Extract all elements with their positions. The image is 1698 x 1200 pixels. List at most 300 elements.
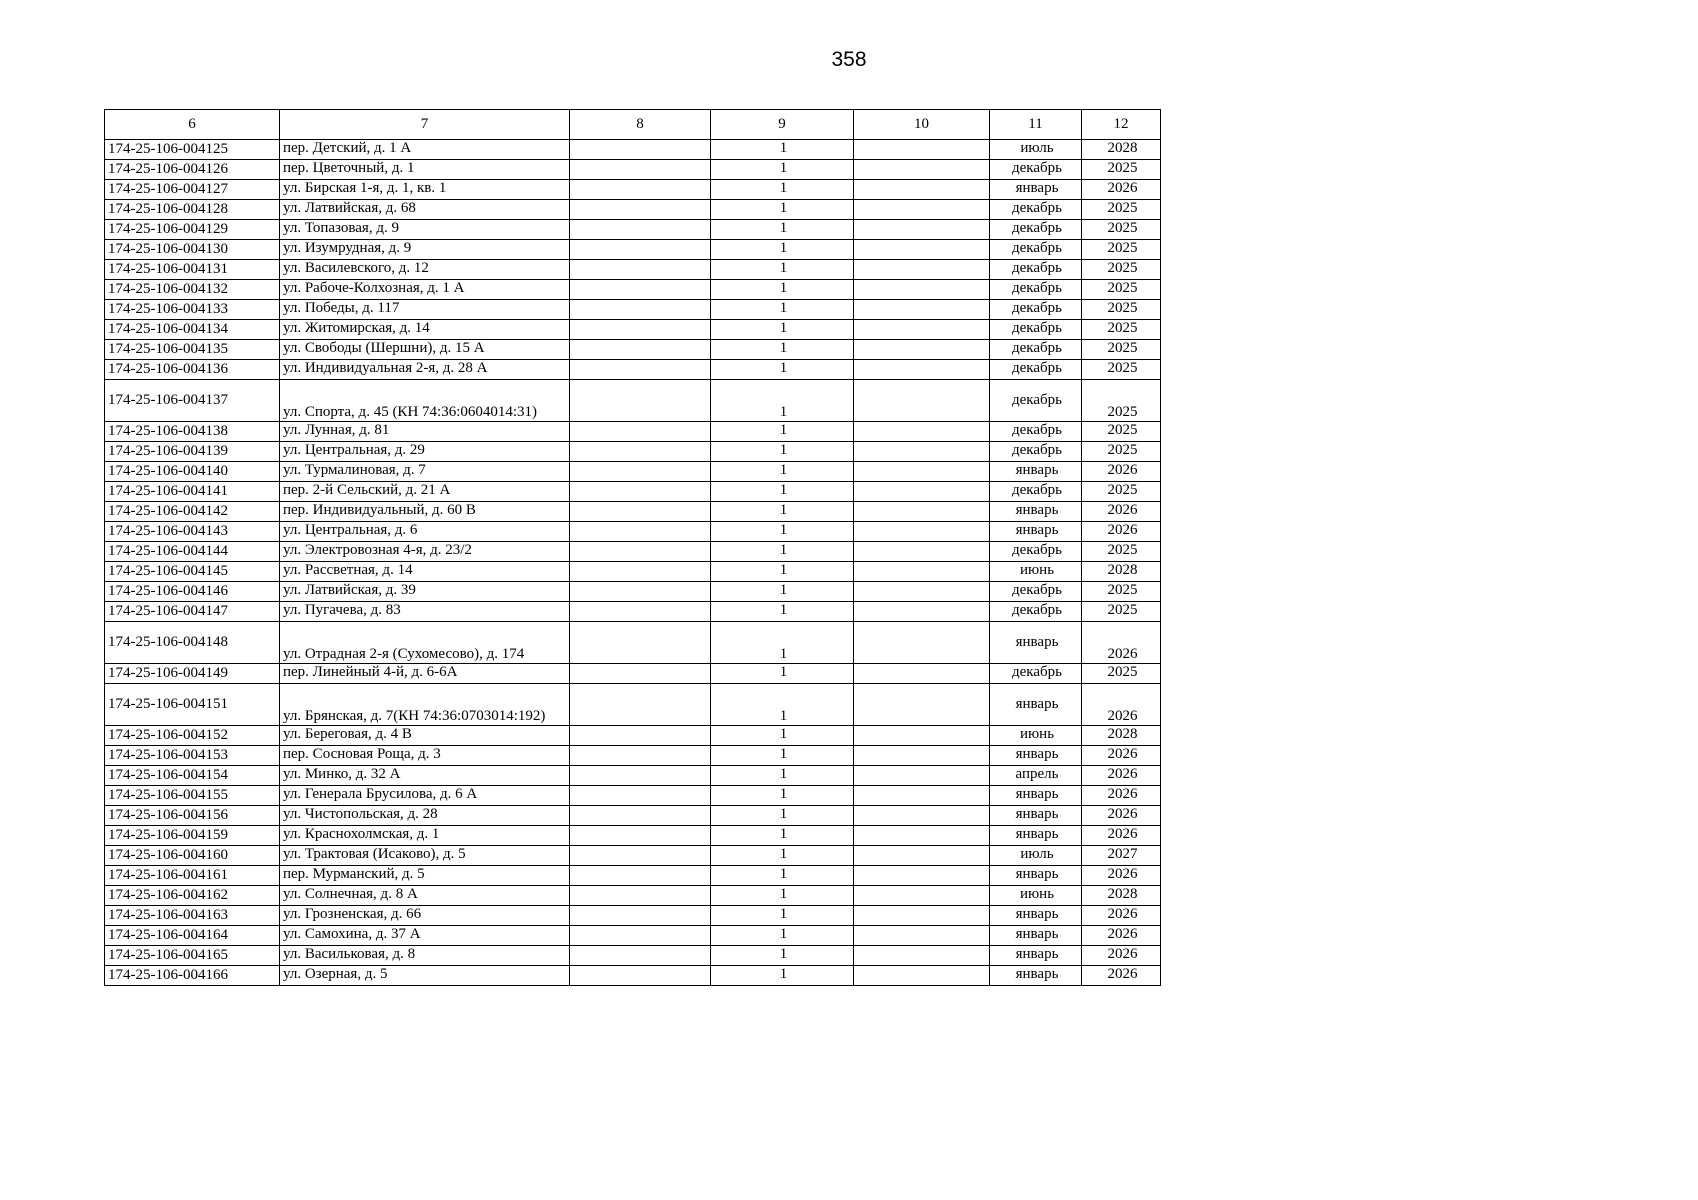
table-row [105, 806, 1161, 826]
cell-year: 2026 [1082, 946, 1161, 966]
cell-quantity: 1 [711, 726, 854, 746]
cell-col-8 [570, 766, 711, 786]
cell-col-8 [570, 562, 711, 582]
cell-col-10 [854, 806, 990, 826]
cell-quantity: 1 [711, 582, 854, 602]
table-row [105, 260, 1161, 280]
cell-address: ул. Чистопольская, д. 28 [280, 806, 570, 826]
cell-year: 2026 [1082, 906, 1161, 926]
table-row [105, 846, 1161, 866]
cell-col-10 [854, 766, 990, 786]
cell-address: ул. Рабоче-Колхозная, д. 1 А [280, 280, 570, 300]
cell-quantity: 1 [711, 200, 854, 220]
cell-col-10 [854, 946, 990, 966]
cell-address: пер. Сосновая Роща, д. 3 [280, 746, 570, 766]
cell-month: январь [990, 866, 1082, 886]
cell-col-8 [570, 866, 711, 886]
cell-address: ул. Центральная, д. 6 [280, 522, 570, 542]
cell-year: 2026 [1082, 622, 1161, 664]
cell-col-10 [854, 442, 990, 462]
table-row [105, 180, 1161, 200]
cell-address: ул. Береговая, д. 4 В [280, 726, 570, 746]
cell-month: июль [990, 140, 1082, 160]
cell-id: 174-25-106-004148 [105, 622, 280, 664]
cell-col-8 [570, 482, 711, 502]
table-row [105, 422, 1161, 442]
cell-col-8 [570, 664, 711, 684]
cell-col-8 [570, 786, 711, 806]
cell-year: 2025 [1082, 260, 1161, 280]
cell-quantity: 1 [711, 806, 854, 826]
cell-address: ул. Васильковая, д. 8 [280, 946, 570, 966]
cell-col-8 [570, 946, 711, 966]
cell-col-8 [570, 826, 711, 846]
cell-id: 174-25-106-004139 [105, 442, 280, 462]
cell-quantity: 1 [711, 260, 854, 280]
table-header-row [105, 110, 1161, 140]
table-row [105, 442, 1161, 462]
cell-col-10 [854, 582, 990, 602]
cell-id: 174-25-106-004141 [105, 482, 280, 502]
cell-quantity: 1 [711, 886, 854, 906]
table-row [105, 906, 1161, 926]
cell-year: 2026 [1082, 966, 1161, 986]
cell-month: январь [990, 522, 1082, 542]
cell-year: 2026 [1082, 766, 1161, 786]
cell-quantity: 1 [711, 664, 854, 684]
cell-quantity: 1 [711, 766, 854, 786]
cell-col-10 [854, 886, 990, 906]
table-row [105, 582, 1161, 602]
cell-id: 174-25-106-004147 [105, 602, 280, 622]
cell-col-8 [570, 380, 711, 422]
cell-address: ул. Пугачева, д. 83 [280, 602, 570, 622]
cell-year: 2027 [1082, 846, 1161, 866]
cell-col-8 [570, 200, 711, 220]
cell-quantity: 1 [711, 482, 854, 502]
cell-month: январь [990, 826, 1082, 846]
cell-id: 174-25-106-004137 [105, 380, 280, 422]
cell-year: 2025 [1082, 602, 1161, 622]
cell-address: ул. Свободы (Шершни), д. 15 А [280, 340, 570, 360]
cell-quantity: 1 [711, 160, 854, 180]
cell-id: 174-25-106-004134 [105, 320, 280, 340]
cell-col-10 [854, 340, 990, 360]
cell-col-10 [854, 240, 990, 260]
cell-quantity: 1 [711, 240, 854, 260]
cell-month: декабрь [990, 240, 1082, 260]
cell-year: 2025 [1082, 320, 1161, 340]
cell-year: 2025 [1082, 380, 1161, 422]
cell-col-8 [570, 542, 711, 562]
cell-id: 174-25-106-004130 [105, 240, 280, 260]
cell-address: пер. 2-й Сельский, д. 21 А [280, 482, 570, 502]
table-body [105, 140, 1161, 986]
cell-year: 2025 [1082, 160, 1161, 180]
table-row [105, 380, 1161, 422]
cell-year: 2026 [1082, 502, 1161, 522]
table-row [105, 200, 1161, 220]
cell-col-8 [570, 442, 711, 462]
cell-id: 174-25-106-004142 [105, 502, 280, 522]
cell-id: 174-25-106-004161 [105, 866, 280, 886]
cell-id: 174-25-106-004165 [105, 946, 280, 966]
cell-col-8 [570, 180, 711, 200]
cell-address: ул. Краснохолмская, д. 1 [280, 826, 570, 846]
cell-month: январь [990, 926, 1082, 946]
table-row [105, 502, 1161, 522]
cell-col-8 [570, 320, 711, 340]
cell-month: апрель [990, 766, 1082, 786]
cell-year: 2028 [1082, 726, 1161, 746]
cell-col-10 [854, 906, 990, 926]
cell-month: декабрь [990, 422, 1082, 442]
cell-address: ул. Латвийская, д. 68 [280, 200, 570, 220]
cell-quantity: 1 [711, 826, 854, 846]
cell-quantity: 1 [711, 140, 854, 160]
cell-col-10 [854, 220, 990, 240]
cell-col-10 [854, 542, 990, 562]
cell-address: ул. Победы, д. 117 [280, 300, 570, 320]
cell-month: январь [990, 502, 1082, 522]
cell-id: 174-25-106-004162 [105, 886, 280, 906]
cell-id: 174-25-106-004166 [105, 966, 280, 986]
cell-id: 174-25-106-004138 [105, 422, 280, 442]
cell-col-8 [570, 160, 711, 180]
cell-month: январь [990, 806, 1082, 826]
cell-quantity: 1 [711, 300, 854, 320]
cell-year: 2025 [1082, 360, 1161, 380]
cell-year: 2026 [1082, 806, 1161, 826]
cell-quantity: 1 [711, 380, 854, 422]
cell-address: ул. Электровозная 4-я, д. 23/2 [280, 542, 570, 562]
cell-year: 2028 [1082, 886, 1161, 906]
cell-col-8 [570, 360, 711, 380]
table-row [105, 946, 1161, 966]
table-row [105, 562, 1161, 582]
cell-col-10 [854, 684, 990, 726]
cell-month: декабрь [990, 300, 1082, 320]
cell-quantity: 1 [711, 280, 854, 300]
cell-col-8 [570, 726, 711, 746]
cell-year: 2026 [1082, 462, 1161, 482]
column-header: 8 [570, 110, 711, 140]
cell-address: пер. Цветочный, д. 1 [280, 160, 570, 180]
cell-col-10 [854, 846, 990, 866]
cell-address: ул. Озерная, д. 5 [280, 966, 570, 986]
cell-col-8 [570, 502, 711, 522]
table-row [105, 220, 1161, 240]
table-row [105, 360, 1161, 380]
cell-quantity: 1 [711, 422, 854, 442]
cell-quantity: 1 [711, 966, 854, 986]
cell-quantity: 1 [711, 622, 854, 664]
cell-address: ул. Трактовая (Исаково), д. 5 [280, 846, 570, 866]
page-number: 358 [831, 48, 867, 71]
cell-quantity: 1 [711, 906, 854, 926]
cell-quantity: 1 [711, 866, 854, 886]
cell-year: 2025 [1082, 582, 1161, 602]
cell-id: 174-25-106-004151 [105, 684, 280, 726]
cell-year: 2025 [1082, 664, 1161, 684]
column-header: 7 [280, 110, 570, 140]
cell-quantity: 1 [711, 946, 854, 966]
table-row [105, 240, 1161, 260]
cell-year: 2026 [1082, 522, 1161, 542]
cell-col-8 [570, 300, 711, 320]
table-row [105, 160, 1161, 180]
cell-col-10 [854, 280, 990, 300]
table-row [105, 140, 1161, 160]
cell-id: 174-25-106-004146 [105, 582, 280, 602]
cell-month: декабрь [990, 582, 1082, 602]
cell-quantity: 1 [711, 926, 854, 946]
cell-address: ул. Брянская, д. 7(КН 74:36:0703014:192) [280, 684, 570, 726]
cell-quantity: 1 [711, 220, 854, 240]
cell-col-8 [570, 522, 711, 542]
cell-col-10 [854, 522, 990, 542]
cell-quantity: 1 [711, 602, 854, 622]
cell-address: ул. Рассветная, д. 14 [280, 562, 570, 582]
cell-id: 174-25-106-004127 [105, 180, 280, 200]
cell-month: декабрь [990, 482, 1082, 502]
table-row [105, 542, 1161, 562]
cell-id: 174-25-106-004125 [105, 140, 280, 160]
cell-quantity: 1 [711, 320, 854, 340]
cell-id: 174-25-106-004131 [105, 260, 280, 280]
cell-id: 174-25-106-004160 [105, 846, 280, 866]
cell-month: декабрь [990, 200, 1082, 220]
cell-address: ул. Минко, д. 32 А [280, 766, 570, 786]
cell-year: 2025 [1082, 482, 1161, 502]
data-table [104, 109, 1161, 986]
cell-month: декабрь [990, 602, 1082, 622]
cell-id: 174-25-106-004155 [105, 786, 280, 806]
cell-col-10 [854, 786, 990, 806]
cell-year: 2028 [1082, 562, 1161, 582]
cell-year: 2025 [1082, 220, 1161, 240]
table-row [105, 300, 1161, 320]
cell-col-8 [570, 846, 711, 866]
table-row [105, 866, 1161, 886]
cell-month: январь [990, 906, 1082, 926]
table-row [105, 280, 1161, 300]
cell-col-8 [570, 684, 711, 726]
cell-col-10 [854, 422, 990, 442]
cell-month: декабрь [990, 360, 1082, 380]
table-row [105, 684, 1161, 726]
cell-year: 2026 [1082, 746, 1161, 766]
cell-month: июнь [990, 726, 1082, 746]
cell-id: 174-25-106-004126 [105, 160, 280, 180]
cell-year: 2026 [1082, 684, 1161, 726]
cell-quantity: 1 [711, 684, 854, 726]
cell-year: 2026 [1082, 866, 1161, 886]
cell-col-10 [854, 260, 990, 280]
cell-col-10 [854, 622, 990, 664]
cell-quantity: 1 [711, 360, 854, 380]
cell-month: декабрь [990, 280, 1082, 300]
cell-year: 2025 [1082, 300, 1161, 320]
column-header: 12 [1082, 110, 1161, 140]
cell-month: декабрь [990, 320, 1082, 340]
cell-year: 2025 [1082, 542, 1161, 562]
table-row [105, 320, 1161, 340]
cell-address: ул. Василевского, д. 12 [280, 260, 570, 280]
table-row [105, 522, 1161, 542]
cell-col-8 [570, 806, 711, 826]
column-header: 10 [854, 110, 990, 140]
cell-address: ул. Генерала Брусилова, д. 6 А [280, 786, 570, 806]
cell-id: 174-25-106-004133 [105, 300, 280, 320]
cell-address: ул. Солнечная, д. 8 А [280, 886, 570, 906]
cell-year: 2026 [1082, 786, 1161, 806]
table-row [105, 482, 1161, 502]
cell-quantity: 1 [711, 562, 854, 582]
cell-col-10 [854, 562, 990, 582]
cell-id: 174-25-106-004149 [105, 664, 280, 684]
cell-col-10 [854, 826, 990, 846]
table-row [105, 602, 1161, 622]
table-row [105, 926, 1161, 946]
cell-id: 174-25-106-004145 [105, 562, 280, 582]
cell-col-8 [570, 886, 711, 906]
cell-address: ул. Латвийская, д. 39 [280, 582, 570, 602]
cell-month: июль [990, 846, 1082, 866]
cell-id: 174-25-106-004135 [105, 340, 280, 360]
cell-month: январь [990, 746, 1082, 766]
cell-address: пер. Детский, д. 1 А [280, 140, 570, 160]
cell-col-8 [570, 240, 711, 260]
cell-col-10 [854, 966, 990, 986]
cell-address: ул. Лунная, д. 81 [280, 422, 570, 442]
cell-month: декабрь [990, 260, 1082, 280]
cell-id: 174-25-106-004128 [105, 200, 280, 220]
cell-address: ул. Отрадная 2-я (Сухомесово), д. 174 [280, 622, 570, 664]
cell-month: декабрь [990, 340, 1082, 360]
cell-address: пер. Мурманский, д. 5 [280, 866, 570, 886]
cell-quantity: 1 [711, 746, 854, 766]
cell-address: ул. Индивидуальная 2-я, д. 28 А [280, 360, 570, 380]
cell-id: 174-25-106-004132 [105, 280, 280, 300]
cell-month: январь [990, 946, 1082, 966]
cell-address: ул. Центральная, д. 29 [280, 442, 570, 462]
cell-col-8 [570, 340, 711, 360]
cell-month: январь [990, 786, 1082, 806]
cell-col-10 [854, 726, 990, 746]
cell-address: ул. Бирская 1-я, д. 1, кв. 1 [280, 180, 570, 200]
cell-address: ул. Житомирская, д. 14 [280, 320, 570, 340]
table-row [105, 462, 1161, 482]
cell-quantity: 1 [711, 542, 854, 562]
table-row [105, 622, 1161, 664]
cell-id: 174-25-106-004152 [105, 726, 280, 746]
cell-id: 174-25-106-004159 [105, 826, 280, 846]
cell-address: ул. Грозненская, д. 66 [280, 906, 570, 926]
table-row [105, 766, 1161, 786]
cell-col-10 [854, 140, 990, 160]
cell-month: декабрь [990, 220, 1082, 240]
cell-year: 2025 [1082, 280, 1161, 300]
cell-year: 2025 [1082, 200, 1161, 220]
cell-year: 2025 [1082, 442, 1161, 462]
cell-year: 2025 [1082, 422, 1161, 442]
cell-col-10 [854, 746, 990, 766]
cell-year: 2026 [1082, 180, 1161, 200]
cell-id: 174-25-106-004136 [105, 360, 280, 380]
cell-col-10 [854, 200, 990, 220]
cell-year: 2026 [1082, 826, 1161, 846]
cell-month: декабрь [990, 160, 1082, 180]
column-header: 6 [105, 110, 280, 140]
cell-address: ул. Спорта, д. 45 (КН 74:36:0604014:31) [280, 380, 570, 422]
cell-month: январь [990, 622, 1082, 664]
table-row [105, 886, 1161, 906]
cell-col-8 [570, 622, 711, 664]
cell-month: январь [990, 684, 1082, 726]
cell-quantity: 1 [711, 340, 854, 360]
cell-col-8 [570, 602, 711, 622]
cell-col-10 [854, 320, 990, 340]
cell-month: декабрь [990, 380, 1082, 422]
cell-col-10 [854, 602, 990, 622]
cell-col-8 [570, 260, 711, 280]
cell-col-8 [570, 926, 711, 946]
cell-quantity: 1 [711, 522, 854, 542]
cell-quantity: 1 [711, 846, 854, 866]
cell-id: 174-25-106-004143 [105, 522, 280, 542]
cell-col-10 [854, 380, 990, 422]
cell-month: июнь [990, 562, 1082, 582]
column-header: 9 [711, 110, 854, 140]
cell-col-10 [854, 360, 990, 380]
cell-month: декабрь [990, 442, 1082, 462]
cell-id: 174-25-106-004163 [105, 906, 280, 926]
cell-month: июнь [990, 886, 1082, 906]
column-header: 11 [990, 110, 1082, 140]
cell-col-10 [854, 180, 990, 200]
cell-address: ул. Турмалиновая, д. 7 [280, 462, 570, 482]
cell-id: 174-25-106-004154 [105, 766, 280, 786]
cell-id: 174-25-106-004144 [105, 542, 280, 562]
cell-col-10 [854, 664, 990, 684]
cell-month: декабрь [990, 664, 1082, 684]
cell-quantity: 1 [711, 462, 854, 482]
cell-month: декабрь [990, 542, 1082, 562]
cell-address: ул. Изумрудная, д. 9 [280, 240, 570, 260]
cell-address: ул. Самохина, д. 37 А [280, 926, 570, 946]
cell-month: январь [990, 462, 1082, 482]
cell-col-8 [570, 280, 711, 300]
cell-id: 174-25-106-004140 [105, 462, 280, 482]
cell-col-8 [570, 966, 711, 986]
cell-year: 2028 [1082, 140, 1161, 160]
table-row [105, 786, 1161, 806]
table-row [105, 826, 1161, 846]
cell-address: пер. Индивидуальный, д. 60 В [280, 502, 570, 522]
cell-id: 174-25-106-004156 [105, 806, 280, 826]
cell-col-8 [570, 746, 711, 766]
cell-col-10 [854, 926, 990, 946]
cell-col-8 [570, 220, 711, 240]
cell-quantity: 1 [711, 786, 854, 806]
cell-col-8 [570, 422, 711, 442]
cell-col-10 [854, 300, 990, 320]
table-row [105, 340, 1161, 360]
cell-quantity: 1 [711, 502, 854, 522]
cell-col-8 [570, 462, 711, 482]
cell-year: 2025 [1082, 240, 1161, 260]
